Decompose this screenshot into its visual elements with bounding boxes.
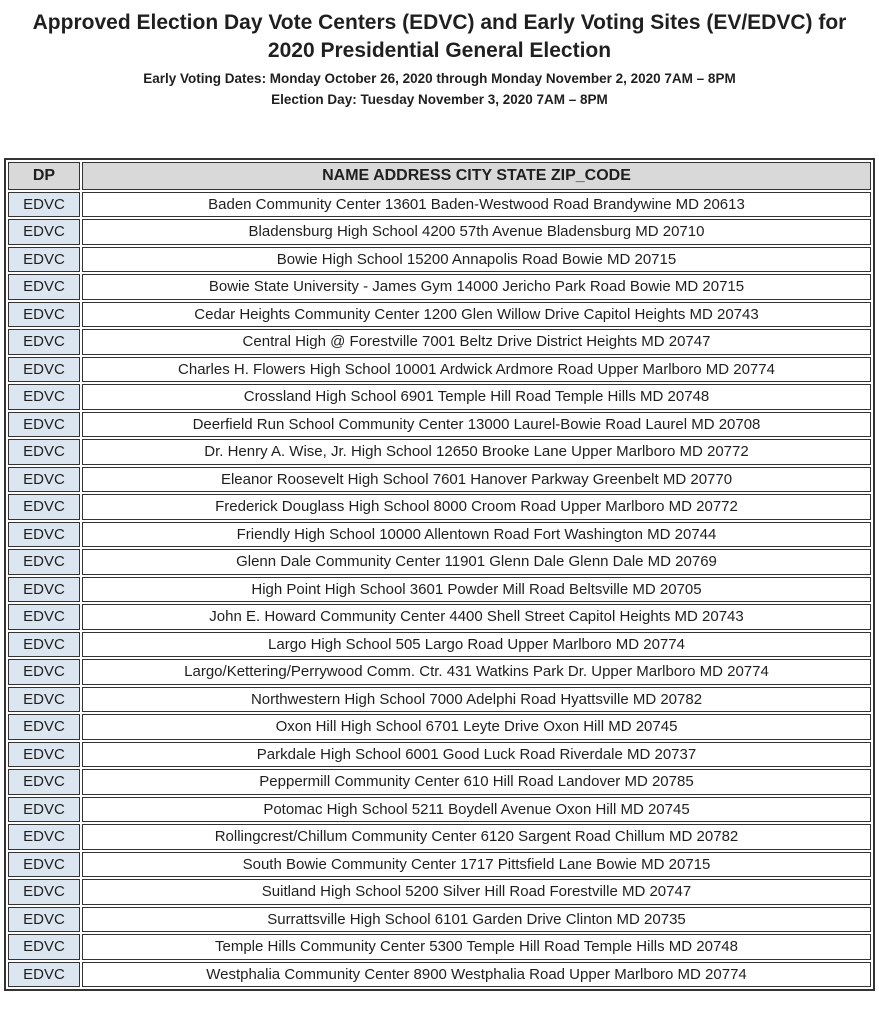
location-cell: Largo/Kettering/Perrywood Comm. Ctr. 431 Watkins Park Dr. Upper Marlboro MD 20774 — [82, 659, 871, 685]
dp-cell: EDVC — [8, 494, 80, 520]
location-cell: Surrattsville High School 6101 Garden Drive Clinton MD 20735 — [82, 907, 871, 933]
table-row — [8, 742, 871, 768]
location-cell: Bowie State University - James Gym 14000 Jericho Park Road Bowie MD 20715 — [82, 274, 871, 300]
location-cell: Deerfield Run School Community Center 13000 Laurel-Bowie Road Laurel MD 20708 — [82, 412, 871, 438]
table-row — [8, 247, 871, 273]
location-cell: South Bowie Community Center 1717 Pittsfield Lane Bowie MD 20715 — [82, 852, 871, 878]
location-cell: Westphalia Community Center 8900 Westphalia Road Upper Marlboro MD 20774 — [82, 962, 871, 988]
table-row — [8, 852, 871, 878]
dp-cell: EDVC — [8, 632, 80, 658]
table-row — [8, 329, 871, 355]
page-title-line2: 2020 Presidential General Election — [267, 39, 612, 63]
table-row — [8, 219, 871, 245]
dp-cell: EDVC — [8, 412, 80, 438]
table-row — [8, 934, 871, 960]
table-body — [8, 192, 871, 988]
dp-cell: EDVC — [8, 302, 80, 328]
dp-cell: EDVC — [8, 219, 80, 245]
location-cell: Temple Hills Community Center 5300 Temple Hill Road Temple Hills MD 20748 — [82, 934, 871, 960]
dp-cell: EDVC — [8, 687, 80, 713]
table-row — [8, 522, 871, 548]
dp-cell: EDVC — [8, 934, 80, 960]
location-cell: Friendly High School 10000 Allentown Road Fort Washington MD 20744 — [82, 522, 871, 548]
table-row — [8, 604, 871, 630]
table-row — [8, 962, 871, 988]
dp-cell: EDVC — [8, 824, 80, 850]
column-header-dp: DP — [8, 162, 80, 190]
table-row — [8, 467, 871, 493]
table-row — [8, 632, 871, 658]
table-row — [8, 412, 871, 438]
location-cell: Northwestern High School 7000 Adelphi Road Hyattsville MD 20782 — [82, 687, 871, 713]
dp-cell: EDVC — [8, 384, 80, 410]
table-row — [8, 439, 871, 465]
location-cell: Crossland High School 6901 Temple Hill Road Temple Hills MD 20748 — [82, 384, 871, 410]
dp-cell: EDVC — [8, 329, 80, 355]
vote-centers-table — [4, 158, 875, 992]
location-cell: Dr. Henry A. Wise, Jr. High School 12650 Brooke Lane Upper Marlboro MD 20772 — [82, 439, 871, 465]
table-row — [8, 384, 871, 410]
dp-cell: EDVC — [8, 467, 80, 493]
location-cell: High Point High School 3601 Powder Mill Road Beltsville MD 20705 — [82, 577, 871, 603]
location-cell: Peppermill Community Center 610 Hill Road Landover MD 20785 — [82, 769, 871, 795]
dp-cell: EDVC — [8, 797, 80, 823]
table-row — [8, 494, 871, 520]
column-header-name-address: NAME ADDRESS CITY STATE ZIP_CODE — [82, 162, 871, 190]
table-row — [8, 192, 871, 218]
location-cell: Bowie High School 15200 Annapolis Road Bowie MD 20715 — [82, 247, 871, 273]
dp-cell: EDVC — [8, 852, 80, 878]
table-row — [8, 274, 871, 300]
dp-cell: EDVC — [8, 604, 80, 630]
location-cell: Baden Community Center 13601 Baden-Westwood Road Brandywine MD 20613 — [82, 192, 871, 218]
table-row — [8, 797, 871, 823]
location-cell: Potomac High School 5211 Boydell Avenue Oxon Hill MD 20745 — [82, 797, 871, 823]
document-header — [0, 9, 879, 111]
dp-cell: EDVC — [8, 274, 80, 300]
table-row — [8, 357, 871, 383]
location-cell: Frederick Douglass High School 8000 Croom Road Upper Marlboro MD 20772 — [82, 494, 871, 520]
location-cell: Parkdale High School 6001 Good Luck Road Riverdale MD 20737 — [82, 742, 871, 768]
location-cell: Central High @ Forestville 7001 Beltz Drive District Heights MD 20747 — [82, 329, 871, 355]
dp-cell: EDVC — [8, 522, 80, 548]
location-cell: Rollingcrest/Chillum Community Center 6120 Sargent Road Chillum MD 20782 — [82, 824, 871, 850]
dp-cell: EDVC — [8, 192, 80, 218]
location-cell: John E. Howard Community Center 4400 Shell Street Capitol Heights MD 20743 — [82, 604, 871, 630]
table-row — [8, 714, 871, 740]
table-row — [8, 907, 871, 933]
dp-cell: EDVC — [8, 742, 80, 768]
table-row — [8, 577, 871, 603]
location-cell: Suitland High School 5200 Silver Hill Road Forestville MD 20747 — [82, 879, 871, 905]
page-title-line1: Approved Election Day Vote Centers (EDVC) and Early Voting Sites (EV/EDVC) for — [32, 11, 847, 34]
dp-cell: EDVC — [8, 247, 80, 273]
dp-cell: EDVC — [8, 357, 80, 383]
location-cell: Cedar Heights Community Center 1200 Glen Willow Drive Capitol Heights MD 20743 — [82, 302, 871, 328]
dp-cell: EDVC — [8, 659, 80, 685]
dp-cell: EDVC — [8, 439, 80, 465]
table-header-row — [8, 162, 871, 190]
location-cell: Eleanor Roosevelt High School 7601 Hanover Parkway Greenbelt MD 20770 — [82, 467, 871, 493]
location-cell: Oxon Hill High School 6701 Leyte Drive Oxon Hill MD 20745 — [82, 714, 871, 740]
dp-cell: EDVC — [8, 577, 80, 603]
dp-cell: EDVC — [8, 549, 80, 575]
dp-cell: EDVC — [8, 962, 80, 988]
table-header — [8, 162, 871, 190]
location-cell: Largo High School 505 Largo Road Upper Marlboro MD 20774 — [82, 632, 871, 658]
page-title — [10, 9, 869, 66]
location-cell: Glenn Dale Community Center 11901 Glenn Dale Glenn Dale MD 20769 — [82, 549, 871, 575]
location-cell: Charles H. Flowers High School 10001 Ardwick Ardmore Road Upper Marlboro MD 20774 — [82, 357, 871, 383]
table-row — [8, 659, 871, 685]
table-row — [8, 302, 871, 328]
table-row — [8, 769, 871, 795]
table-row — [8, 549, 871, 575]
election-day-text: Election Day: Tuesday November 3, 2020 7AM – 8PM — [271, 91, 608, 107]
dp-cell: EDVC — [8, 714, 80, 740]
dp-cell: EDVC — [8, 907, 80, 933]
early-voting-dates-text: Early Voting Dates: Monday October 26, 2020 through Monday November 2, 2020 7AM – 8PM — [143, 70, 736, 86]
table-row — [8, 824, 871, 850]
table-row — [8, 879, 871, 905]
table-row — [8, 687, 871, 713]
location-cell: Bladensburg High School 4200 57th Avenue Bladensburg MD 20710 — [82, 219, 871, 245]
dp-cell: EDVC — [8, 769, 80, 795]
dp-cell: EDVC — [8, 879, 80, 905]
